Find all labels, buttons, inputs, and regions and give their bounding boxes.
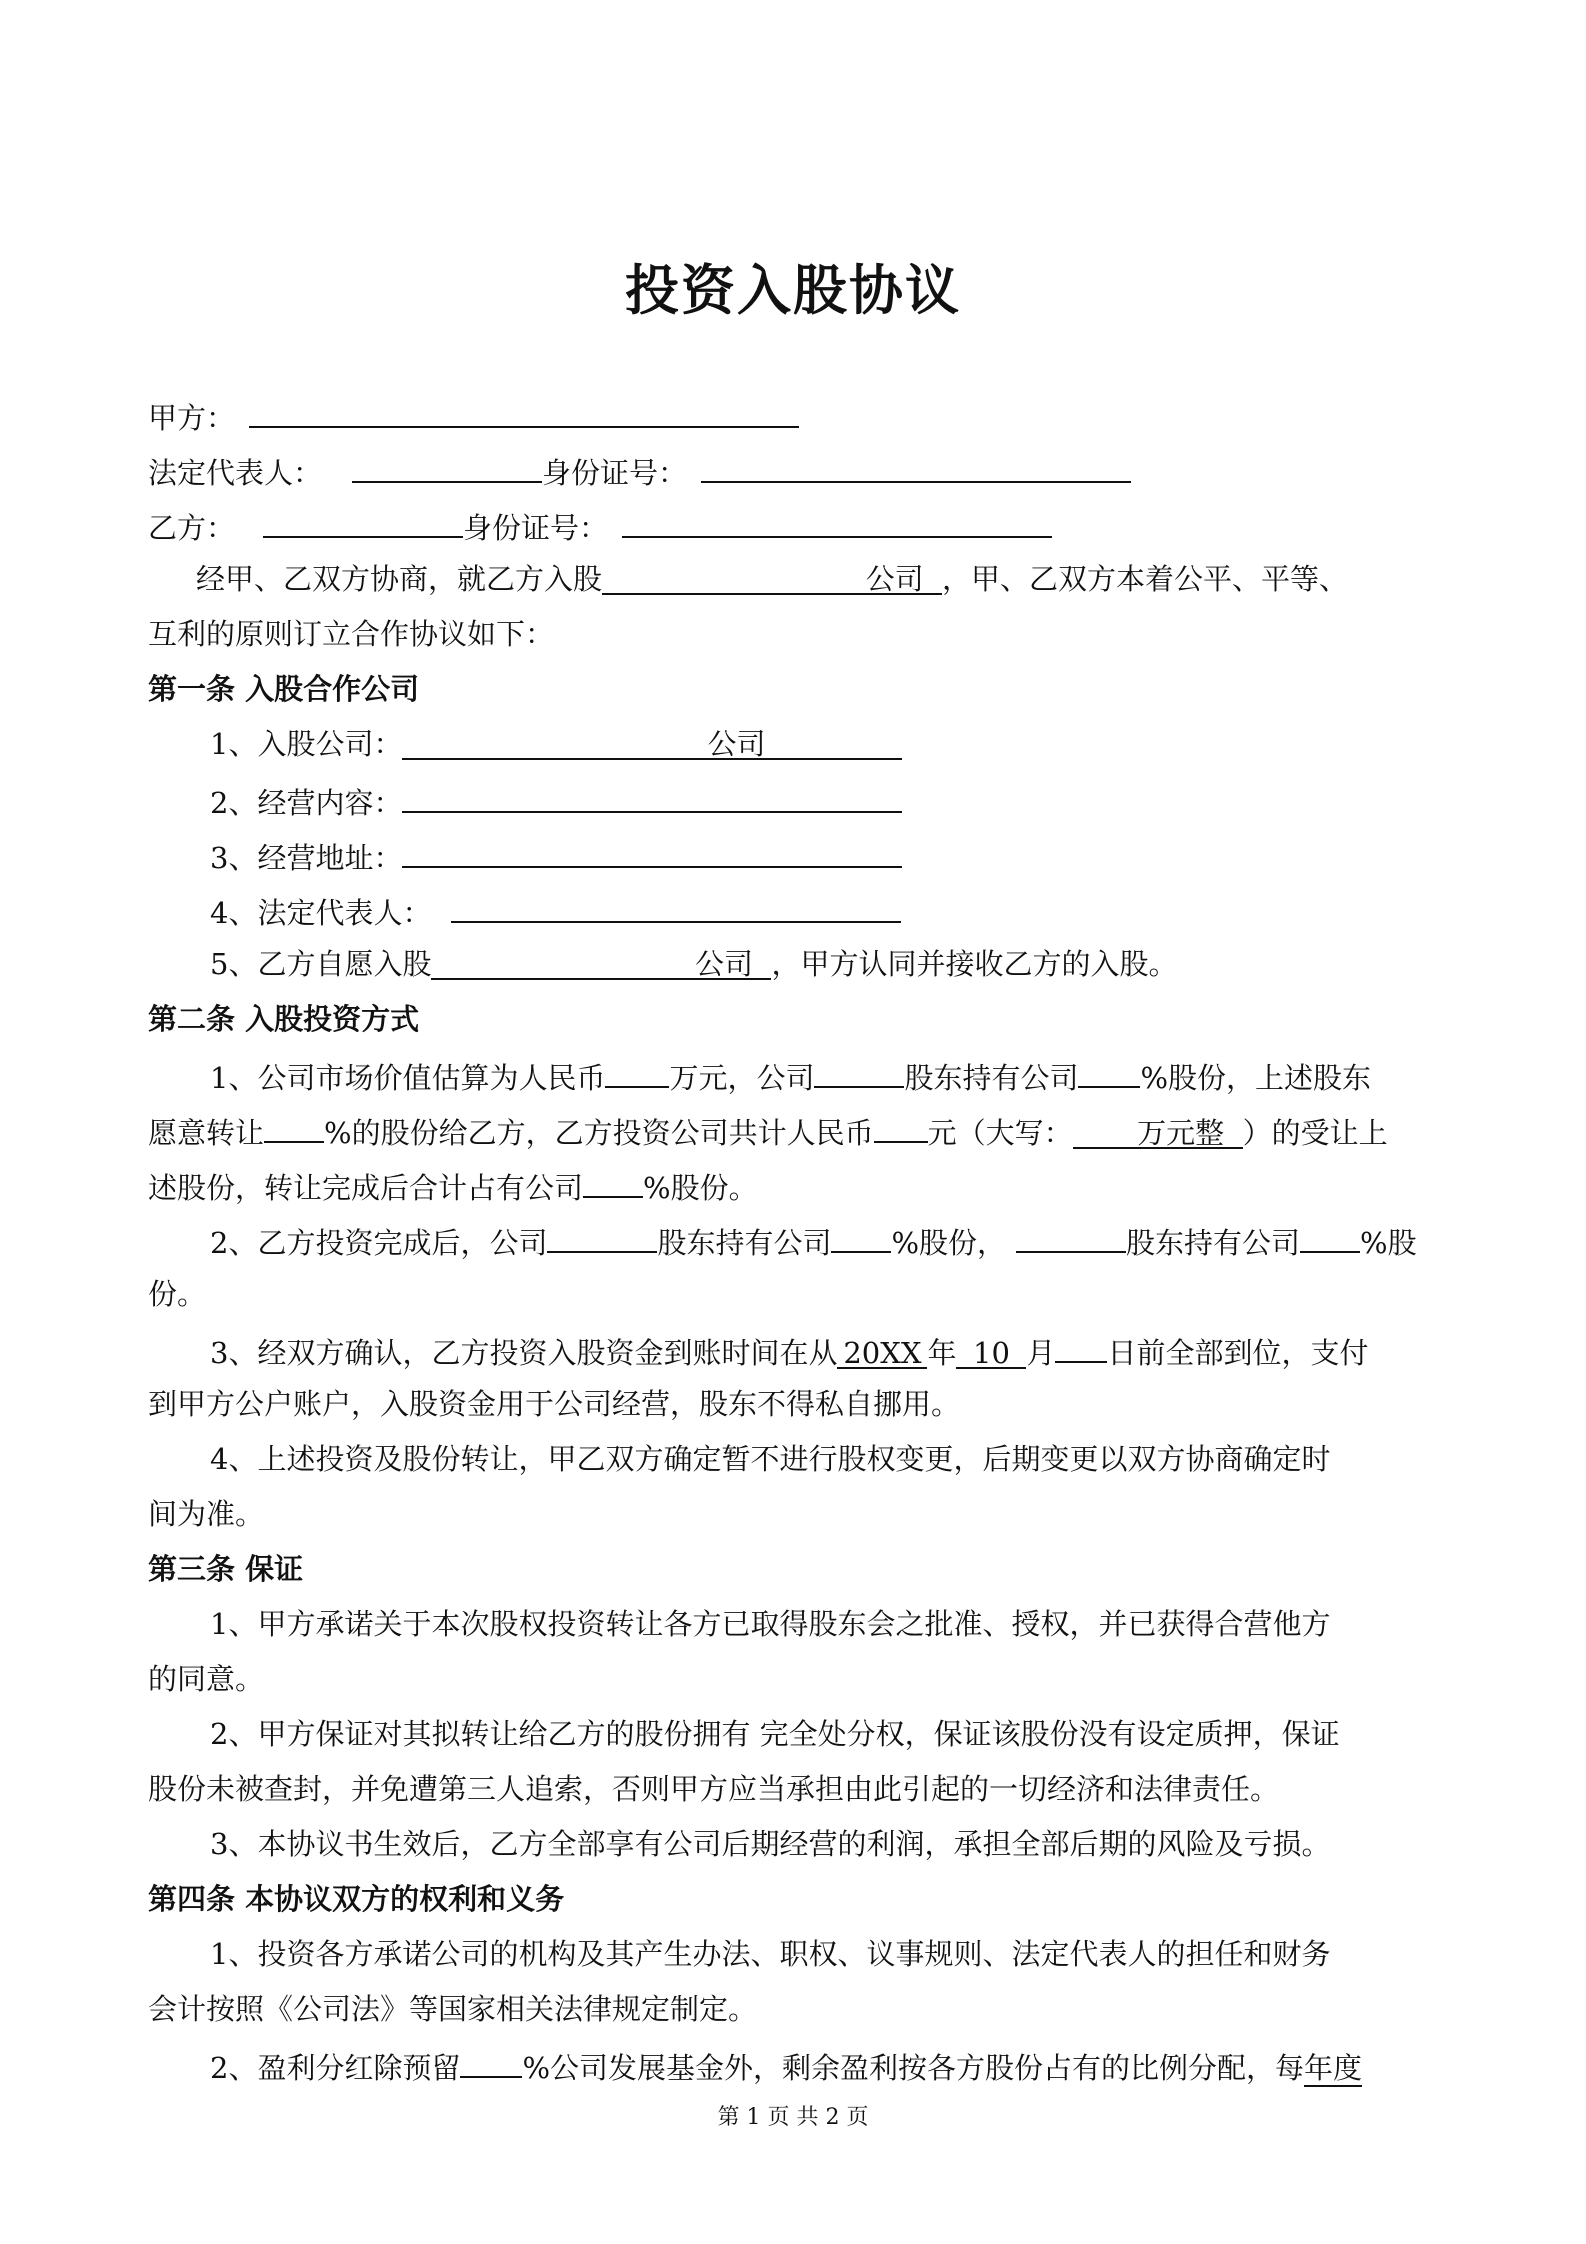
article-2-p1-text-b: 万元，公司 [669, 1061, 815, 1095]
article-1-item-5-text-1: 5、乙方自愿入股 [210, 947, 432, 981]
article-1-item-3-blank[interactable] [402, 832, 902, 868]
article-1-item-2 [210, 777, 1520, 821]
legal-rep-label: 法定代表人： [148, 456, 323, 490]
intro-company-blank[interactable] [602, 559, 942, 595]
year-blank[interactable] [837, 1333, 927, 1369]
article-3-p1-line1: 1、甲方承诺关于本次股权投资转让各方已取得股东会之批准、授权，并已获得合营他方 [210, 1607, 1331, 1641]
legal-rep-id-blank[interactable] [701, 447, 1131, 483]
reserve-percent-blank[interactable] [460, 2042, 522, 2078]
day-blank[interactable] [1055, 1327, 1107, 1363]
article-4-p2-text-a: 2、盈利分红除预留 [210, 2051, 461, 2085]
amount-capital-blank[interactable] [1073, 1113, 1243, 1149]
party-a-line [148, 392, 1458, 436]
article-3-heading: 第三条 保证 [148, 1552, 304, 1586]
article-1-item-1-label: 1、入股公司： [210, 727, 403, 761]
article-2-p3-month-label: 月 [1026, 1336, 1056, 1370]
article-2-p3-line2: 到甲方公户账户，入股资金用于公司经营，股东不得私自挪用。 [148, 1387, 961, 1421]
legal-rep-id-label: 身份证号： [542, 456, 688, 490]
article-2-p4-line2: 间为准。 [148, 1497, 265, 1531]
article-4-heading: 第四条 本协议双方的权利和义务 [148, 1882, 565, 1916]
shareholder-blank-2[interactable] [547, 1217, 657, 1253]
article-1-item-3-label: 3、经营地址： [210, 841, 403, 875]
article-3-p2-line1: 2、甲方保证对其拟转让给乙方的股份拥有 完全处分权，保证该股份没有设定质押，保证 [210, 1717, 1340, 1751]
article-2-p1-text-i: ）的受让上 [1242, 1116, 1388, 1150]
article-2-p2-text-a: 2、乙方投资完成后，公司 [210, 1226, 548, 1260]
total-percent-blank[interactable] [583, 1162, 643, 1198]
article-1-item-1-value: 公司 [707, 727, 766, 761]
article-1-item-3 [210, 832, 1520, 876]
article-2-p1-text-a: 1、公司市场价值估算为人民币 [210, 1061, 606, 1095]
shareholder-blank-1[interactable] [814, 1052, 904, 1088]
article-2-p1-line2 [148, 1107, 1458, 1151]
intro-line-1 [196, 557, 1506, 601]
party-a-label: 甲方： [148, 401, 236, 435]
article-1-heading: 第一条 入股合作公司 [148, 672, 420, 706]
month-blank[interactable] [956, 1333, 1026, 1369]
article-2-p1-text-c: 股东持有公司 [904, 1061, 1079, 1095]
document-title: 投资入股协议 [625, 258, 961, 322]
share-percent-blank-3[interactable] [1300, 1217, 1360, 1253]
market-value-blank[interactable] [605, 1052, 669, 1088]
legal-rep-blank[interactable] [352, 447, 542, 483]
article-1-item-4-label: 4、法定代表人： [210, 896, 432, 930]
article-1-item-5-text-2: ，甲方认同并接收乙方的入股。 [771, 947, 1178, 981]
article-2-p1-text-k: %股份。 [643, 1171, 758, 1205]
article-2-p2-line2: 份。 [148, 1277, 207, 1311]
article-2-p3-text-a: 3、经双方确认，乙方投资入股资金到账时间在从 [210, 1336, 838, 1370]
article-2-p2-text-b: 股东持有公司 [657, 1226, 832, 1260]
article-2-p1-text-g: 元（大写： [927, 1116, 1073, 1150]
intro-text-2: ，甲、乙双方本着公平、平等、 [942, 562, 1349, 596]
article-2-p4-line1: 4、上述投资及股份转让，甲乙双方确定暂不进行股权变更，后期变更以双方协商确定时 [210, 1442, 1331, 1476]
article-4-p2-text-c: 年度 [1304, 2051, 1363, 2085]
article-4-p1-line1: 1、投资各方承诺公司的机构及其产生办法、职权、议事规则、法定代表人的担任和财务 [210, 1937, 1331, 1971]
party-b-blank[interactable] [263, 502, 463, 538]
shareholder-blank-3[interactable] [1016, 1217, 1126, 1253]
article-1-item-4-blank[interactable] [451, 887, 901, 923]
article-4-p1-line2: 会计按照《公司法》等国家相关法律规定制定。 [148, 1992, 758, 2026]
investment-amount-blank[interactable] [874, 1107, 928, 1143]
article-2-p1-line3 [148, 1162, 1458, 1206]
article-2-p2-text-c: %股份， [891, 1226, 1007, 1260]
month-value: 10 [973, 1336, 1010, 1370]
article-1-item-1 [210, 722, 1520, 766]
year-value: 20XX [843, 1336, 922, 1370]
article-4-p2-line1 [210, 2042, 1520, 2086]
article-2-p3-year-label: 年 [927, 1336, 957, 1370]
share-percent-blank-2[interactable] [831, 1217, 891, 1253]
page-footer: 第 1 页 共 2 页 [717, 2105, 869, 2130]
article-1-item-2-label: 2、经营内容： [210, 786, 403, 820]
party-b-id-label: 身份证号： [463, 511, 609, 545]
article-3-p1-line2: 的同意。 [148, 1662, 265, 1696]
party-b-line [148, 502, 1458, 546]
article-3-p3-line1: 3、本协议书生效后，乙方全部享有公司后期经营的利润，承担全部后期的风险及亏损。 [210, 1827, 1331, 1861]
article-4-p2-text-b: %公司发展基金外，剩余盈利按各方股份占有的比例分配，每 [522, 2051, 1305, 2085]
article-1-item-2-blank[interactable] [402, 777, 902, 813]
article-1-item-5-value: 公司 [695, 947, 754, 981]
article-2-p2-text-d: 股东持有公司 [1126, 1226, 1301, 1260]
intro-line-2: 互利的原则订立合作协议如下： [148, 617, 555, 651]
article-2-p1-text-d: %股份，上述股东 [1140, 1061, 1372, 1095]
article-2-p1-text-f: %的股份给乙方，乙方投资公司共计人民币 [324, 1116, 874, 1150]
article-2-p1-line1 [210, 1052, 1520, 1096]
party-b-id-blank[interactable] [622, 502, 1052, 538]
amount-capital-value: 万元整 [1137, 1116, 1225, 1150]
article-1-item-1-blank[interactable] [402, 724, 902, 760]
article-2-p2-line1 [210, 1217, 1520, 1261]
article-2-p3-line1 [210, 1327, 1520, 1371]
intro-company-text: 公司 [865, 562, 924, 596]
party-b-label: 乙方： [148, 511, 236, 545]
transfer-percent-blank[interactable] [264, 1107, 324, 1143]
article-1-item-5-blank[interactable] [431, 944, 771, 980]
article-3-p2-line2: 股份未被查封，并免遭第三人追索，否则甲方应当承担由此引起的一切经济和法律责任。 [148, 1772, 1280, 1806]
article-2-heading: 第二条 入股投资方式 [148, 1002, 420, 1036]
article-2-p1-text-e: 愿意转让 [148, 1116, 265, 1150]
article-2-p3-text-d: 日前全部到位，支付 [1107, 1336, 1369, 1370]
article-2-p2-text-e: %股 [1360, 1226, 1417, 1260]
intro-text-1: 经甲、乙双方协商，就乙方入股 [196, 562, 603, 596]
article-2-p1-text-j: 述股份，转让完成后合计占有公司 [148, 1171, 584, 1205]
legal-rep-line [148, 447, 1458, 491]
share-percent-blank-1[interactable] [1078, 1052, 1140, 1088]
article-1-item-5 [210, 942, 1520, 986]
article-1-item-4 [210, 887, 1520, 931]
party-a-blank[interactable] [249, 392, 799, 428]
